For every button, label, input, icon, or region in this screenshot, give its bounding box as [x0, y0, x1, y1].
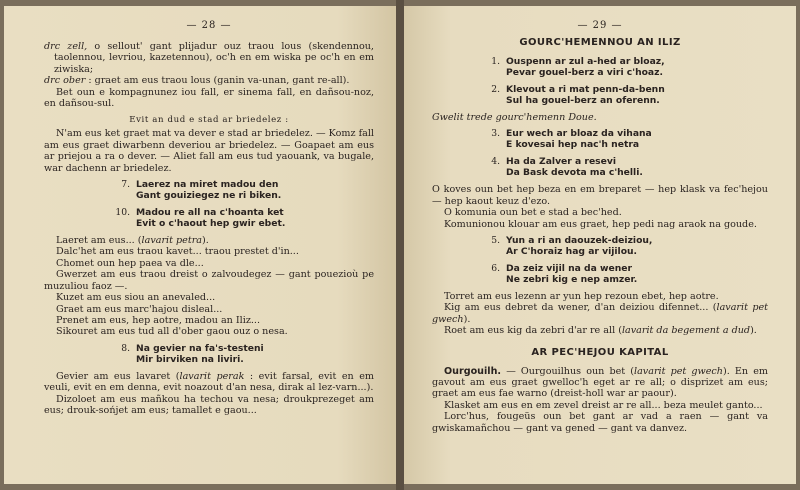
paragraph: O koves oun bet hep beza en em breparet — hep klask va fec'hejou — hep kaout keuz d'ezo.	[432, 184, 768, 207]
text: ).	[463, 313, 471, 325]
verse-line: Ouspenn ar zul a-hed ar bloaz,	[506, 56, 665, 67]
paragraph	[44, 235, 374, 246]
verse-line: Pevar gouel-berz a viri c'hoaz.	[506, 67, 663, 78]
note: Gwelit trede gourc'hemenn Doue.	[432, 112, 597, 123]
verse-line: Madou re all na c'hoanta ket	[136, 207, 284, 219]
verse-number: 2.	[491, 84, 500, 95]
commandment-10	[114, 207, 374, 229]
paragraph: Komunionou klouar am eus graet, hep pedi nag araok na goude.	[444, 218, 757, 230]
text: ). En em gavout am eus graet gwelloc'h eget ar re all; o disprizet am eus; graet am eus fae warno (dreist-holl war ar paour).	[432, 365, 768, 400]
italic-term: drc zell,	[44, 41, 88, 52]
verse-line: Mir birviken na liviri.	[136, 353, 244, 365]
text: ).	[202, 235, 209, 247]
paragraph: O komunia oun bet e stad a bec'hed.	[444, 207, 622, 219]
verse-line: Gant gouiziegez ne ri biken.	[136, 190, 282, 202]
text: : evit farsal, evit en em veuli, evit en em denna, evit noazout d'an nesa, dirak al lez-varn...).	[44, 370, 374, 394]
verse-line: Laerez na miret madou den	[136, 179, 279, 191]
church-commandment-6	[484, 263, 768, 285]
section-heading: GOURC'HEMENNOU AN ILIZ	[519, 37, 681, 48]
verse-line: Da Bask devota ma c'helli.	[506, 167, 643, 179]
right-page	[404, 6, 796, 484]
text: Gevier am eus lavaret (	[56, 370, 180, 382]
italic-term: lavarit pet gwech	[432, 302, 768, 325]
verse-line: Evit o c'haout hep gwir ebet.	[136, 218, 286, 230]
paragraph: Bet oun e kompagnunez iou fall, er sinema fall, en dañsou-noz, en dañsou-sul.	[44, 86, 374, 110]
paragraph: Dalc'het am eus traou kavet... traou prestet d'in...	[56, 246, 299, 258]
text: Roet am eus kig da zebri d'ar re all (	[444, 325, 622, 337]
verse-number: 3.	[491, 128, 500, 140]
paragraph: Kuzet am eus siou an anevaled...	[56, 292, 216, 304]
paragraph: Torret am eus lezenn ar yun hep rezoun ebet, hep aotre.	[444, 291, 719, 303]
text: o sellout' gant plijadur ouz traou lous (skendennou, taolennou, levriou, kazetennou), oc'h en em wiska pe oc'h en em ziwiska;	[54, 41, 374, 75]
paragraph: Lorc'hus, fougeüs oun bet gant ar vad a raen — gant va gwiskamañchou — gant va gened — gant va danvez.	[432, 411, 768, 434]
text: Kig am eus debret da wener, d'an deiziou difennet... (	[444, 302, 717, 314]
paragraph: N'am eus ket graet mat va dever e stad ar briedelez. — Komz fall am eus graet diwarbenn deveriou ar briedelez. — Goapaet am eus ar priejou a ra o dever. — Aliet fall am eus tud yaouank, va bugale, war dachenn ar briedelez.	[44, 128, 374, 174]
verse-number: 5.	[491, 235, 500, 247]
paragraph	[432, 325, 768, 336]
paragraph	[44, 41, 374, 75]
text: — Ourgouilhus oun bet (	[501, 365, 635, 377]
verse-number: 10.	[115, 207, 130, 219]
church-commandment-3	[484, 128, 768, 150]
italic-term: lavarit da begement a dud	[621, 325, 751, 337]
commandment-7	[114, 179, 374, 201]
paragraph: Graet am eus marc'hajou disleal...	[56, 303, 223, 315]
church-commandment-2	[484, 84, 768, 106]
text: Laeret am eus... (	[56, 235, 142, 247]
paragraph	[432, 302, 768, 325]
section-heading: AR PEC'HEJOU KAPITAL	[531, 346, 669, 358]
paragraph	[44, 75, 374, 86]
page-number-left: — 28 —	[186, 20, 232, 31]
church-commandment-4	[484, 156, 768, 178]
text: ).	[750, 325, 757, 337]
verse-line: Eur wech ar bloaz da vihana	[506, 128, 652, 140]
italic-term: lavarit pet gwech	[634, 365, 723, 377]
verse-line: Ne zebri kig e nep amzer.	[506, 274, 638, 286]
left-page	[4, 6, 396, 484]
text: : graet am eus traou lous (ganin va-unan, gant re-all).	[85, 75, 350, 87]
church-commandment-1	[484, 56, 768, 78]
verse-line: Sul ha gouel-berz an oferenn.	[506, 95, 660, 106]
paragraph	[432, 366, 768, 400]
verse-line: Yun a ri an daouzek-deiziou,	[506, 235, 653, 247]
verse-line: E kovesai hep nac'h netra	[506, 139, 640, 151]
paragraph: Klasket am eus en em zevel dreist ar re all... beza meulet ganto...	[444, 399, 763, 411]
section-heading: Evit an dud e stad ar briedelez :	[129, 115, 289, 126]
page-number-right: — 29 —	[577, 20, 623, 31]
verse-number: 1.	[491, 56, 500, 67]
bold-term: Ourgouilh.	[444, 365, 502, 377]
italic-term: lavarit perak	[179, 370, 245, 382]
paragraph: Dizoloet am eus mañkou ha techou va nesa; droukprezeget am eus; drouk-sońjet am eus; tamallet e gaou...	[44, 393, 374, 416]
verse-number: 7.	[121, 179, 130, 191]
paragraph: Chomet oun hep paea va dle...	[56, 257, 204, 269]
verse-number: 6.	[491, 263, 500, 275]
verse-number: 4.	[491, 156, 500, 168]
verse-line: Ar C'horaiz hag ar vijilou.	[506, 246, 638, 258]
italic-term: drc ober	[44, 75, 86, 87]
book-gutter	[396, 0, 404, 490]
paragraph	[44, 371, 374, 394]
verse-line: Da zeiz vijil na da wener	[506, 263, 633, 275]
paragraph: Sikouret am eus tud all d'ober gaou ouz o nesa.	[56, 326, 288, 338]
paragraph: Gwerzet am eus traou dreist o zalvoudegez — gant pouezioù pe muzuliou faoz —.	[44, 269, 374, 292]
commandment-8	[114, 343, 374, 365]
verse-line: Klevout a ri mat penn-da-benn	[506, 84, 665, 95]
italic-term: lavarit petra	[141, 235, 202, 247]
church-commandment-5	[484, 235, 768, 257]
paragraph: Prenet am eus, hep aotre, madou an Iliz...	[56, 314, 261, 326]
verse-line: Ha da Zalver a resevi	[506, 156, 617, 168]
verse-line: Na gevier na fa's-testeni	[136, 342, 264, 354]
verse-number: 8.	[121, 342, 130, 354]
